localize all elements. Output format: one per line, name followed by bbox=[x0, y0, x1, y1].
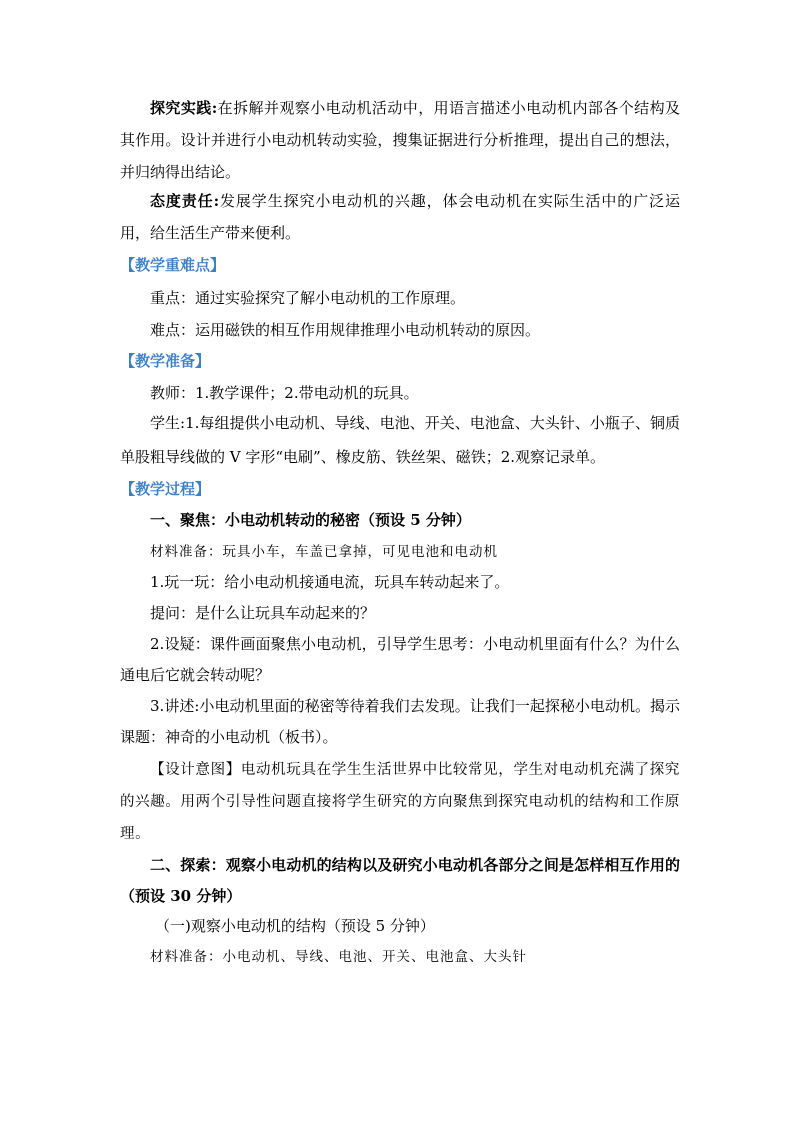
sub1-title: （一)观察小电动机的结构（预设 5 分钟） bbox=[155, 917, 435, 935]
hard-point: 难点：运用磁铁的相互作用规律推理小电动机转动的原因。 bbox=[150, 321, 541, 339]
step3-text: 3.讲述:小电动机里面的秘密等待着我们去发现。让我们一起探秘小电动机。揭示课题：神奇的小电动机（板书）。 bbox=[120, 697, 680, 746]
section1-title: 一、聚焦：小电动机转动的秘密（预设 5 分钟） bbox=[150, 511, 471, 529]
key-point: 重点：通过实验探究了解小电动机的工作原理。 bbox=[150, 289, 466, 307]
question-text: 提问：是什么让玩具车动起来的？ bbox=[150, 604, 376, 622]
step1-text: 1.玩一玩：给小电动机接通电流，玩具车转动起来了。 bbox=[150, 573, 510, 591]
design-intent-paragraph: 【设计意图】电动机玩具在学生生活世界中比较常见，学生对电动机充满了探究的兴趣。用两个引导性问题直接将学生研究的方向聚焦到探究电动机的结构和工作原理。 bbox=[120, 762, 680, 842]
teacher-preparation: 教师：1.教学课件；2.带电动机的玩具。 bbox=[150, 384, 419, 402]
student-preparation: 学生:1.每组提供小电动机、导线、电池、开关、电池盒、大头针、小瓶子、铜质单股粗导线做的 V 字形“电刷”、橡皮筋、铁丝架、磁铁；2.观察记录单。 bbox=[120, 414, 680, 466]
process-heading: 【教学过程】 bbox=[120, 480, 211, 498]
goal-practice-label: 探究实践: bbox=[150, 99, 218, 117]
goal-practice-paragraph bbox=[120, 92, 680, 188]
goal-practice-text: 在拆解并观察小电动机活动中，用语言描述小电动机内部各个结构及其作用。设计并进行小电动机转动实验，搜集证据进行分析推理，提出自己的想法，并归纳得出结论。 bbox=[120, 99, 680, 181]
section1-materials: 材料准备：玩具小车，车盖已拿掉，可见电池和电动机 bbox=[150, 544, 498, 560]
goal-attitude-label: 态度责任: bbox=[150, 192, 220, 210]
sub1-materials: 材料准备：小电动机、导线、电池、开关、电池盒、大头针 bbox=[150, 949, 527, 965]
difficulties-heading: 【教学重难点】 bbox=[120, 256, 226, 274]
goal-attitude-paragraph bbox=[120, 185, 680, 249]
section2-title: 二、探索：观察小电动机的结构以及研究小电动机各部分之间是怎样相互作用的（预设 30 分钟） bbox=[120, 856, 680, 905]
step2-text: 2.设疑：课件画面聚焦小电动机，引导学生思考：小电动机里面有什么？为什么通电后它就会转动呢？ bbox=[120, 635, 680, 684]
preparation-heading: 【教学准备】 bbox=[120, 352, 211, 370]
goal-attitude-text: 发展学生探究小电动机的兴趣，体会电动机在实际生活中的广泛运用，给生活生产带来便利。 bbox=[120, 192, 680, 242]
